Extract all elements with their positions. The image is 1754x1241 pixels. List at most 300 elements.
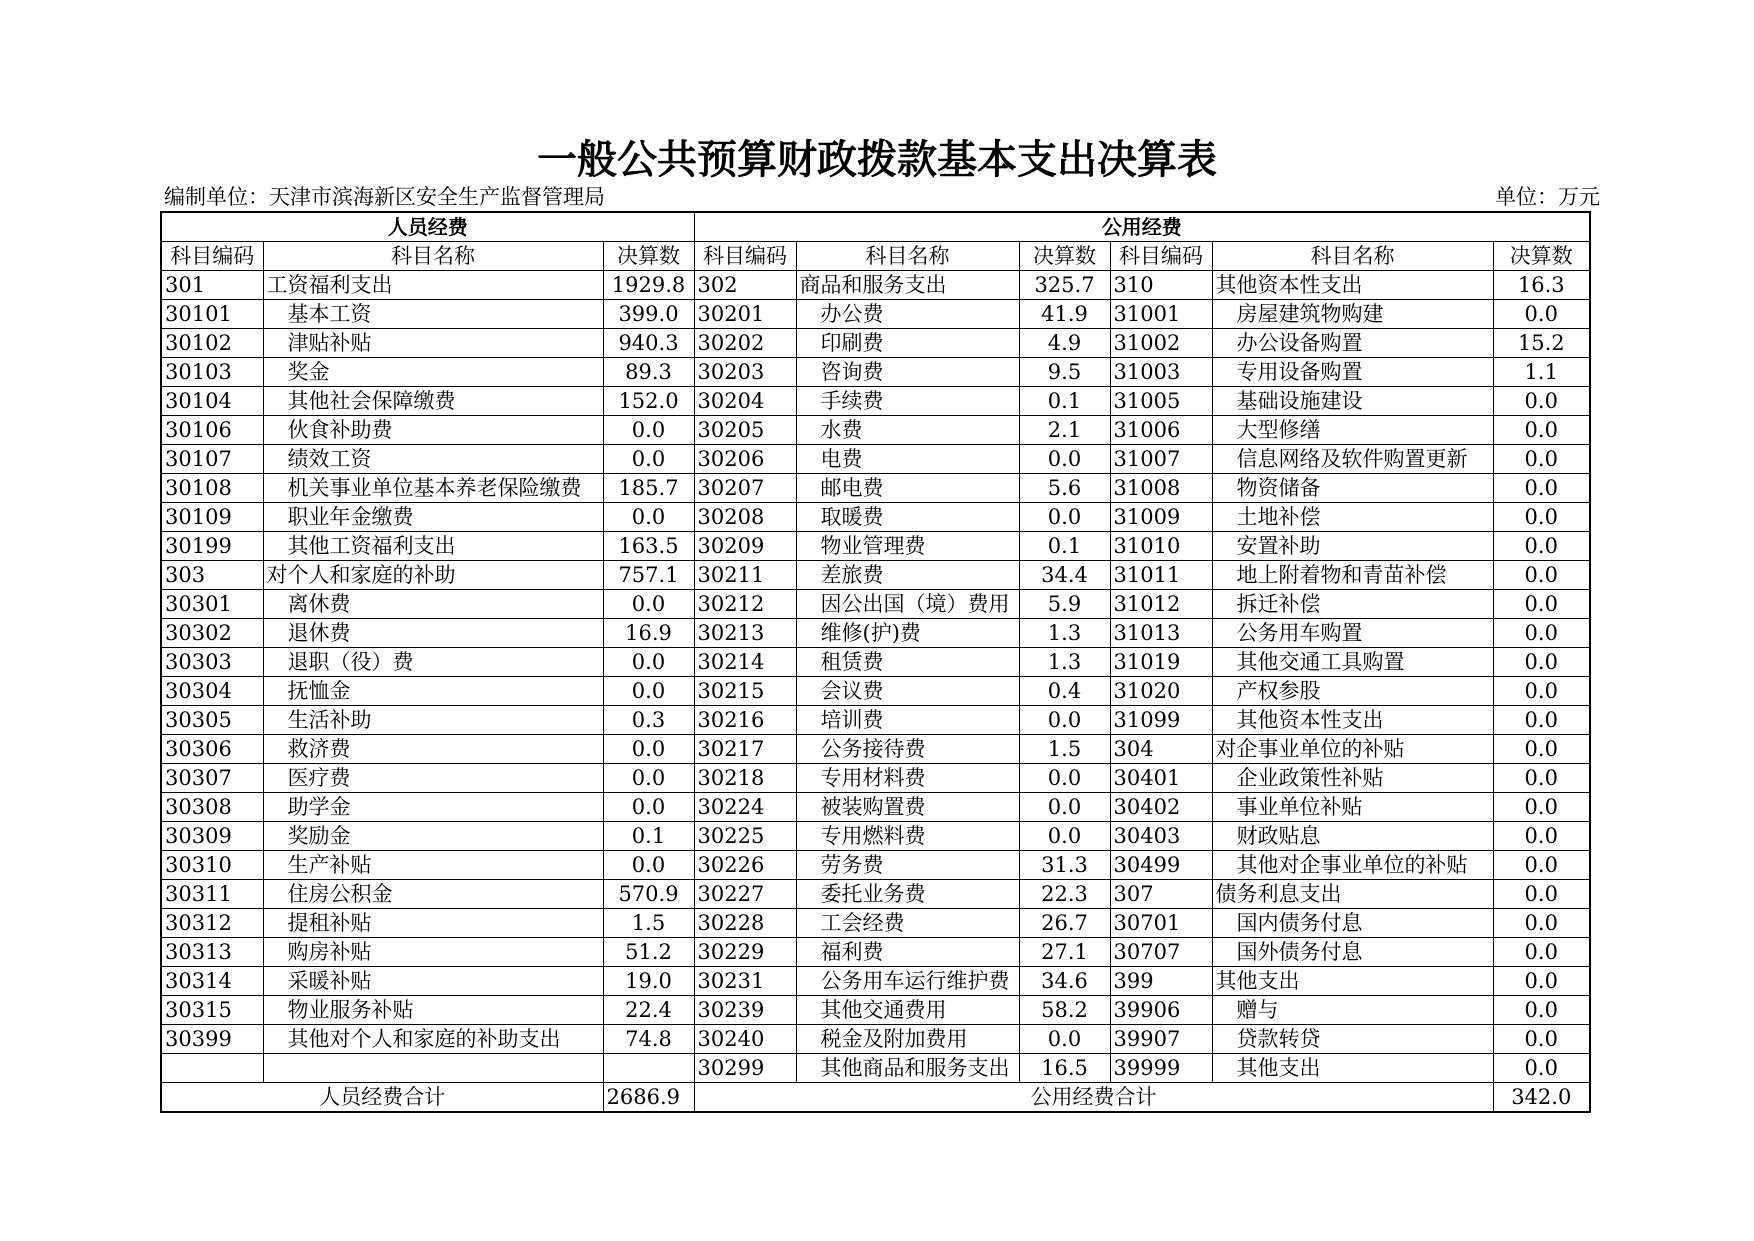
amount: 0.1 xyxy=(1019,387,1110,416)
account-name: 企业政策性补贴 xyxy=(1212,764,1493,793)
amount: 0.0 xyxy=(1493,909,1590,938)
account-name: 公务用车购置 xyxy=(1212,619,1493,648)
account-name: 专用燃料费 xyxy=(796,822,1019,851)
account-name: 被装购置费 xyxy=(796,793,1019,822)
account-code: 30201 xyxy=(694,300,796,329)
account-name: 生产补贴 xyxy=(263,851,603,880)
account-code: 31002 xyxy=(1110,329,1212,358)
amount: 0.0 xyxy=(603,851,694,880)
col-header-name: 科目名称 xyxy=(263,242,603,271)
amount: 0.0 xyxy=(603,764,694,793)
account-name: 采暖补贴 xyxy=(263,967,603,996)
account-code: 30302 xyxy=(161,619,263,648)
amount: 0.0 xyxy=(603,590,694,619)
account-code: 30403 xyxy=(1110,822,1212,851)
amount: 163.5 xyxy=(603,532,694,561)
account-name: 委托业务费 xyxy=(796,880,1019,909)
account-code: 30108 xyxy=(161,474,263,503)
account-code: 39906 xyxy=(1110,996,1212,1025)
table-row xyxy=(161,967,1590,996)
table-row xyxy=(161,445,1590,474)
amount: 22.3 xyxy=(1019,880,1110,909)
account-code: 30101 xyxy=(161,300,263,329)
amount: 22.4 xyxy=(603,996,694,1025)
account-name: 绩效工资 xyxy=(263,445,603,474)
account-name: 其他交通工具购置 xyxy=(1212,648,1493,677)
account-code: 30208 xyxy=(694,503,796,532)
amount: 325.7 xyxy=(1019,271,1110,300)
col-header-code: 科目编码 xyxy=(161,242,263,271)
account-name: 其他社会保障缴费 xyxy=(263,387,603,416)
table-row xyxy=(161,474,1590,503)
account-code: 31020 xyxy=(1110,677,1212,706)
account-name: 办公设备购置 xyxy=(1212,329,1493,358)
account-code: 31010 xyxy=(1110,532,1212,561)
amount xyxy=(603,1054,694,1083)
account-name: 赠与 xyxy=(1212,996,1493,1025)
table-row xyxy=(161,880,1590,909)
table-row xyxy=(161,271,1590,300)
account-name: 其他商品和服务支出 xyxy=(796,1054,1019,1083)
account-name: 债务利息支出 xyxy=(1212,880,1493,909)
amount: 0.0 xyxy=(1493,590,1590,619)
account-code: 30309 xyxy=(161,822,263,851)
amount: 0.0 xyxy=(603,677,694,706)
account-name: 对个人和家庭的补助 xyxy=(263,561,603,590)
table-row xyxy=(161,329,1590,358)
account-code: 31012 xyxy=(1110,590,1212,619)
amount: 16.3 xyxy=(1493,271,1590,300)
table-row xyxy=(161,996,1590,1025)
amount: 0.0 xyxy=(603,445,694,474)
account-code: 30239 xyxy=(694,996,796,1025)
account-code: 39907 xyxy=(1110,1025,1212,1054)
account-name: 办公费 xyxy=(796,300,1019,329)
table-row xyxy=(161,300,1590,329)
amount: 5.6 xyxy=(1019,474,1110,503)
account-name: 印刷费 xyxy=(796,329,1019,358)
account-name: 产权参股 xyxy=(1212,677,1493,706)
group-header-personnel: 人员经费 xyxy=(161,212,694,242)
account-code xyxy=(161,1054,263,1083)
account-name: 其他对企事业单位的补贴 xyxy=(1212,851,1493,880)
amount: 34.6 xyxy=(1019,967,1110,996)
amount: 0.0 xyxy=(1493,300,1590,329)
table-row xyxy=(161,561,1590,590)
amount: 34.4 xyxy=(1019,561,1110,590)
account-code: 30701 xyxy=(1110,909,1212,938)
account-code: 30307 xyxy=(161,764,263,793)
amount: 0.0 xyxy=(1493,793,1590,822)
amount: 41.9 xyxy=(1019,300,1110,329)
account-code: 30299 xyxy=(694,1054,796,1083)
amount: 757.1 xyxy=(603,561,694,590)
table-row xyxy=(161,851,1590,880)
amount: 19.0 xyxy=(603,967,694,996)
amount: 0.4 xyxy=(1019,677,1110,706)
account-code: 301 xyxy=(161,271,263,300)
account-name: 其他支出 xyxy=(1212,967,1493,996)
amount: 0.0 xyxy=(1493,474,1590,503)
account-code: 303 xyxy=(161,561,263,590)
account-name: 专用材料费 xyxy=(796,764,1019,793)
account-code: 30207 xyxy=(694,474,796,503)
amount: 0.0 xyxy=(1019,503,1110,532)
amount: 0.0 xyxy=(603,793,694,822)
amount: 0.0 xyxy=(1493,1054,1590,1083)
account-name: 公务用车运行维护费 xyxy=(796,967,1019,996)
totals-row xyxy=(161,1083,1590,1113)
account-name: 国内债务付息 xyxy=(1212,909,1493,938)
public-total-label: 公用经费合计 xyxy=(694,1083,1493,1113)
amount: 27.1 xyxy=(1019,938,1110,967)
amount: 74.8 xyxy=(603,1025,694,1054)
account-code: 31007 xyxy=(1110,445,1212,474)
col-header-amount: 决算数 xyxy=(1019,242,1110,271)
account-code: 31008 xyxy=(1110,474,1212,503)
account-name: 生活补助 xyxy=(263,706,603,735)
account-name: 公务接待费 xyxy=(796,735,1019,764)
amount: 0.0 xyxy=(1019,764,1110,793)
amount: 26.7 xyxy=(1019,909,1110,938)
table-row xyxy=(161,822,1590,851)
amount: 0.0 xyxy=(1493,532,1590,561)
account-code: 30209 xyxy=(694,532,796,561)
account-code: 30213 xyxy=(694,619,796,648)
account-code: 30707 xyxy=(1110,938,1212,967)
table-row xyxy=(161,764,1590,793)
amount: 5.9 xyxy=(1019,590,1110,619)
amount: 0.0 xyxy=(1493,938,1590,967)
account-code: 30306 xyxy=(161,735,263,764)
account-name: 土地补偿 xyxy=(1212,503,1493,532)
group-header-row xyxy=(161,212,1590,242)
account-name: 医疗费 xyxy=(263,764,603,793)
amount: 58.2 xyxy=(1019,996,1110,1025)
amount: 0.0 xyxy=(1493,561,1590,590)
account-code: 30215 xyxy=(694,677,796,706)
account-name: 电费 xyxy=(796,445,1019,474)
account-name: 基础设施建设 xyxy=(1212,387,1493,416)
amount: 0.0 xyxy=(1493,619,1590,648)
account-name: 贷款转贷 xyxy=(1212,1025,1493,1054)
table-row xyxy=(161,793,1590,822)
account-name: 差旅费 xyxy=(796,561,1019,590)
amount: 570.9 xyxy=(603,880,694,909)
table-row xyxy=(161,619,1590,648)
account-code: 30311 xyxy=(161,880,263,909)
amount: 31.3 xyxy=(1019,851,1110,880)
col-header-amount: 决算数 xyxy=(1493,242,1590,271)
amount: 0.0 xyxy=(1493,764,1590,793)
table-row xyxy=(161,358,1590,387)
account-name: 购房补贴 xyxy=(263,938,603,967)
account-name: 伙食补助费 xyxy=(263,416,603,445)
account-name: 其他工资福利支出 xyxy=(263,532,603,561)
account-name: 水费 xyxy=(796,416,1019,445)
account-code: 30301 xyxy=(161,590,263,619)
account-name: 其他对个人和家庭的补助支出 xyxy=(263,1025,603,1054)
account-code: 30199 xyxy=(161,532,263,561)
table-row xyxy=(161,590,1590,619)
account-name: 抚恤金 xyxy=(263,677,603,706)
table-row xyxy=(161,1054,1590,1083)
account-code: 30102 xyxy=(161,329,263,358)
account-code: 30224 xyxy=(694,793,796,822)
account-code: 30226 xyxy=(694,851,796,880)
amount: 4.9 xyxy=(1019,329,1110,358)
amount: 0.0 xyxy=(1493,416,1590,445)
amount: 0.0 xyxy=(1493,677,1590,706)
account-code: 30225 xyxy=(694,822,796,851)
amount: 1.5 xyxy=(1019,735,1110,764)
amount: 1.3 xyxy=(1019,619,1110,648)
account-name: 退休费 xyxy=(263,619,603,648)
account-name: 退职（役）费 xyxy=(263,648,603,677)
account-name: 福利费 xyxy=(796,938,1019,967)
account-name: 提租补贴 xyxy=(263,909,603,938)
amount: 399.0 xyxy=(603,300,694,329)
account-code: 30206 xyxy=(694,445,796,474)
amount: 15.2 xyxy=(1493,329,1590,358)
account-name: 专用设备购置 xyxy=(1212,358,1493,387)
account-code: 307 xyxy=(1110,880,1212,909)
account-name: 奖金 xyxy=(263,358,603,387)
amount: 16.9 xyxy=(603,619,694,648)
table-row xyxy=(161,706,1590,735)
account-name: 邮电费 xyxy=(796,474,1019,503)
account-code: 30216 xyxy=(694,706,796,735)
account-code: 30313 xyxy=(161,938,263,967)
account-code: 31003 xyxy=(1110,358,1212,387)
amount: 2.1 xyxy=(1019,416,1110,445)
col-header-name: 科目名称 xyxy=(1212,242,1493,271)
amount: 0.0 xyxy=(1493,996,1590,1025)
account-name: 机关事业单位基本养老保险缴费 xyxy=(263,474,603,503)
account-code: 31006 xyxy=(1110,416,1212,445)
amount: 0.0 xyxy=(1019,706,1110,735)
col-header-amount: 决算数 xyxy=(603,242,694,271)
table-row xyxy=(161,503,1590,532)
account-code: 31019 xyxy=(1110,648,1212,677)
table-row xyxy=(161,909,1590,938)
account-code: 31099 xyxy=(1110,706,1212,735)
account-code: 30314 xyxy=(161,967,263,996)
currency-unit: 单位：万元 xyxy=(1495,185,1600,209)
account-name: 物资储备 xyxy=(1212,474,1493,503)
account-code: 30310 xyxy=(161,851,263,880)
account-code: 30304 xyxy=(161,677,263,706)
table-row xyxy=(161,677,1590,706)
account-name: 劳务费 xyxy=(796,851,1019,880)
account-code: 31001 xyxy=(1110,300,1212,329)
amount: 1.5 xyxy=(603,909,694,938)
col-header-name: 科目名称 xyxy=(796,242,1019,271)
amount: 0.0 xyxy=(1493,1025,1590,1054)
account-code: 310 xyxy=(1110,271,1212,300)
account-code: 30107 xyxy=(161,445,263,474)
account-code: 30401 xyxy=(1110,764,1212,793)
account-code: 31009 xyxy=(1110,503,1212,532)
account-name: 其他资本性支出 xyxy=(1212,706,1493,735)
account-name: 取暖费 xyxy=(796,503,1019,532)
account-code: 30217 xyxy=(694,735,796,764)
amount: 0.0 xyxy=(603,503,694,532)
account-name: 工会经费 xyxy=(796,909,1019,938)
amount: 0.1 xyxy=(603,822,694,851)
col-header-code: 科目编码 xyxy=(1110,242,1212,271)
account-code: 30229 xyxy=(694,938,796,967)
account-code: 30204 xyxy=(694,387,796,416)
account-code: 30402 xyxy=(1110,793,1212,822)
amount: 0.3 xyxy=(603,706,694,735)
account-code: 30205 xyxy=(694,416,796,445)
account-code: 30103 xyxy=(161,358,263,387)
account-code: 30214 xyxy=(694,648,796,677)
amount: 16.5 xyxy=(1019,1054,1110,1083)
account-name: 咨询费 xyxy=(796,358,1019,387)
amount: 0.1 xyxy=(1019,532,1110,561)
account-code: 30399 xyxy=(161,1025,263,1054)
account-code: 30305 xyxy=(161,706,263,735)
account-code: 304 xyxy=(1110,735,1212,764)
personnel-total-value: 2686.9 xyxy=(603,1083,694,1113)
account-name: 税金及附加费用 xyxy=(796,1025,1019,1054)
account-code: 30303 xyxy=(161,648,263,677)
account-code: 30312 xyxy=(161,909,263,938)
account-name: 安置补助 xyxy=(1212,532,1493,561)
account-code: 30211 xyxy=(694,561,796,590)
amount: 1929.8 xyxy=(603,271,694,300)
account-code: 30203 xyxy=(694,358,796,387)
amount: 0.0 xyxy=(603,648,694,677)
amount: 0.0 xyxy=(1493,706,1590,735)
amount: 0.0 xyxy=(603,735,694,764)
account-name: 物业管理费 xyxy=(796,532,1019,561)
account-name: 国外债务付息 xyxy=(1212,938,1493,967)
amount: 0.0 xyxy=(1019,793,1110,822)
amount: 1.1 xyxy=(1493,358,1590,387)
account-name: 其他支出 xyxy=(1212,1054,1493,1083)
group-header-public: 公用经费 xyxy=(694,212,1590,242)
amount: 0.0 xyxy=(1493,735,1590,764)
account-name: 培训费 xyxy=(796,706,1019,735)
account-name: 工资福利支出 xyxy=(263,271,603,300)
account-name: 会议费 xyxy=(796,677,1019,706)
account-code: 30109 xyxy=(161,503,263,532)
amount: 0.0 xyxy=(1493,387,1590,416)
table-row xyxy=(161,532,1590,561)
amount: 0.0 xyxy=(1493,851,1590,880)
account-name: 物业服务补贴 xyxy=(263,996,603,1025)
table-row xyxy=(161,735,1590,764)
amount: 9.5 xyxy=(1019,358,1110,387)
amount: 0.0 xyxy=(603,416,694,445)
amount: 0.0 xyxy=(1493,648,1590,677)
amount: 940.3 xyxy=(603,329,694,358)
account-code: 30231 xyxy=(694,967,796,996)
account-name: 房屋建筑物购建 xyxy=(1212,300,1493,329)
account-code: 302 xyxy=(694,271,796,300)
account-name: 因公出国（境）费用 xyxy=(796,590,1019,619)
account-name: 其他资本性支出 xyxy=(1212,271,1493,300)
amount: 185.7 xyxy=(603,474,694,503)
table-row xyxy=(161,416,1590,445)
amount: 0.0 xyxy=(1493,822,1590,851)
account-code: 399 xyxy=(1110,967,1212,996)
public-total-value: 342.0 xyxy=(1493,1083,1590,1113)
col-header-code: 科目编码 xyxy=(694,242,796,271)
account-name: 商品和服务支出 xyxy=(796,271,1019,300)
amount: 0.0 xyxy=(1019,445,1110,474)
account-name: 助学金 xyxy=(263,793,603,822)
account-code: 30240 xyxy=(694,1025,796,1054)
account-code: 30227 xyxy=(694,880,796,909)
table-row xyxy=(161,648,1590,677)
table-row xyxy=(161,1025,1590,1054)
compiling-unit: 编制单位：天津市滨海新区安全生产监督管理局 xyxy=(164,185,605,209)
page-title: 一般公共预算财政拨款基本支出决算表 xyxy=(537,137,1217,183)
amount: 0.0 xyxy=(1493,445,1590,474)
account-code: 30308 xyxy=(161,793,263,822)
account-name: 维修(护)费 xyxy=(796,619,1019,648)
account-code: 30499 xyxy=(1110,851,1212,880)
table-row xyxy=(161,387,1590,416)
amount: 152.0 xyxy=(603,387,694,416)
account-name: 事业单位补贴 xyxy=(1212,793,1493,822)
account-name: 奖励金 xyxy=(263,822,603,851)
account-name: 拆迁补偿 xyxy=(1212,590,1493,619)
account-code: 30212 xyxy=(694,590,796,619)
account-code: 31005 xyxy=(1110,387,1212,416)
amount: 0.0 xyxy=(1493,967,1590,996)
amount: 0.0 xyxy=(1493,503,1590,532)
account-name: 信息网络及软件购置更新 xyxy=(1212,445,1493,474)
account-name: 财政贴息 xyxy=(1212,822,1493,851)
account-code: 39999 xyxy=(1110,1054,1212,1083)
column-header-row xyxy=(161,242,1590,271)
table-row xyxy=(161,938,1590,967)
personnel-total-label: 人员经费合计 xyxy=(161,1083,603,1113)
account-name: 大型修缮 xyxy=(1212,416,1493,445)
account-code: 30228 xyxy=(694,909,796,938)
account-code: 31013 xyxy=(1110,619,1212,648)
account-name: 职业年金缴费 xyxy=(263,503,603,532)
amount: 0.0 xyxy=(1493,880,1590,909)
account-name: 地上附着物和青苗补偿 xyxy=(1212,561,1493,590)
account-code: 30218 xyxy=(694,764,796,793)
account-name: 津贴补贴 xyxy=(263,329,603,358)
amount: 51.2 xyxy=(603,938,694,967)
budget-table xyxy=(160,211,1591,1113)
amount: 1.3 xyxy=(1019,648,1110,677)
account-name: 对企事业单位的补贴 xyxy=(1212,735,1493,764)
account-name: 住房公积金 xyxy=(263,880,603,909)
amount: 0.0 xyxy=(1019,822,1110,851)
account-name: 手续费 xyxy=(796,387,1019,416)
amount: 0.0 xyxy=(1019,1025,1110,1054)
amount: 89.3 xyxy=(603,358,694,387)
account-name: 其他交通费用 xyxy=(796,996,1019,1025)
account-code: 30106 xyxy=(161,416,263,445)
account-code: 30104 xyxy=(161,387,263,416)
account-code: 30315 xyxy=(161,996,263,1025)
account-name xyxy=(263,1054,603,1083)
account-code: 30202 xyxy=(694,329,796,358)
account-name: 基本工资 xyxy=(263,300,603,329)
account-code: 31011 xyxy=(1110,561,1212,590)
account-name: 租赁费 xyxy=(796,648,1019,677)
